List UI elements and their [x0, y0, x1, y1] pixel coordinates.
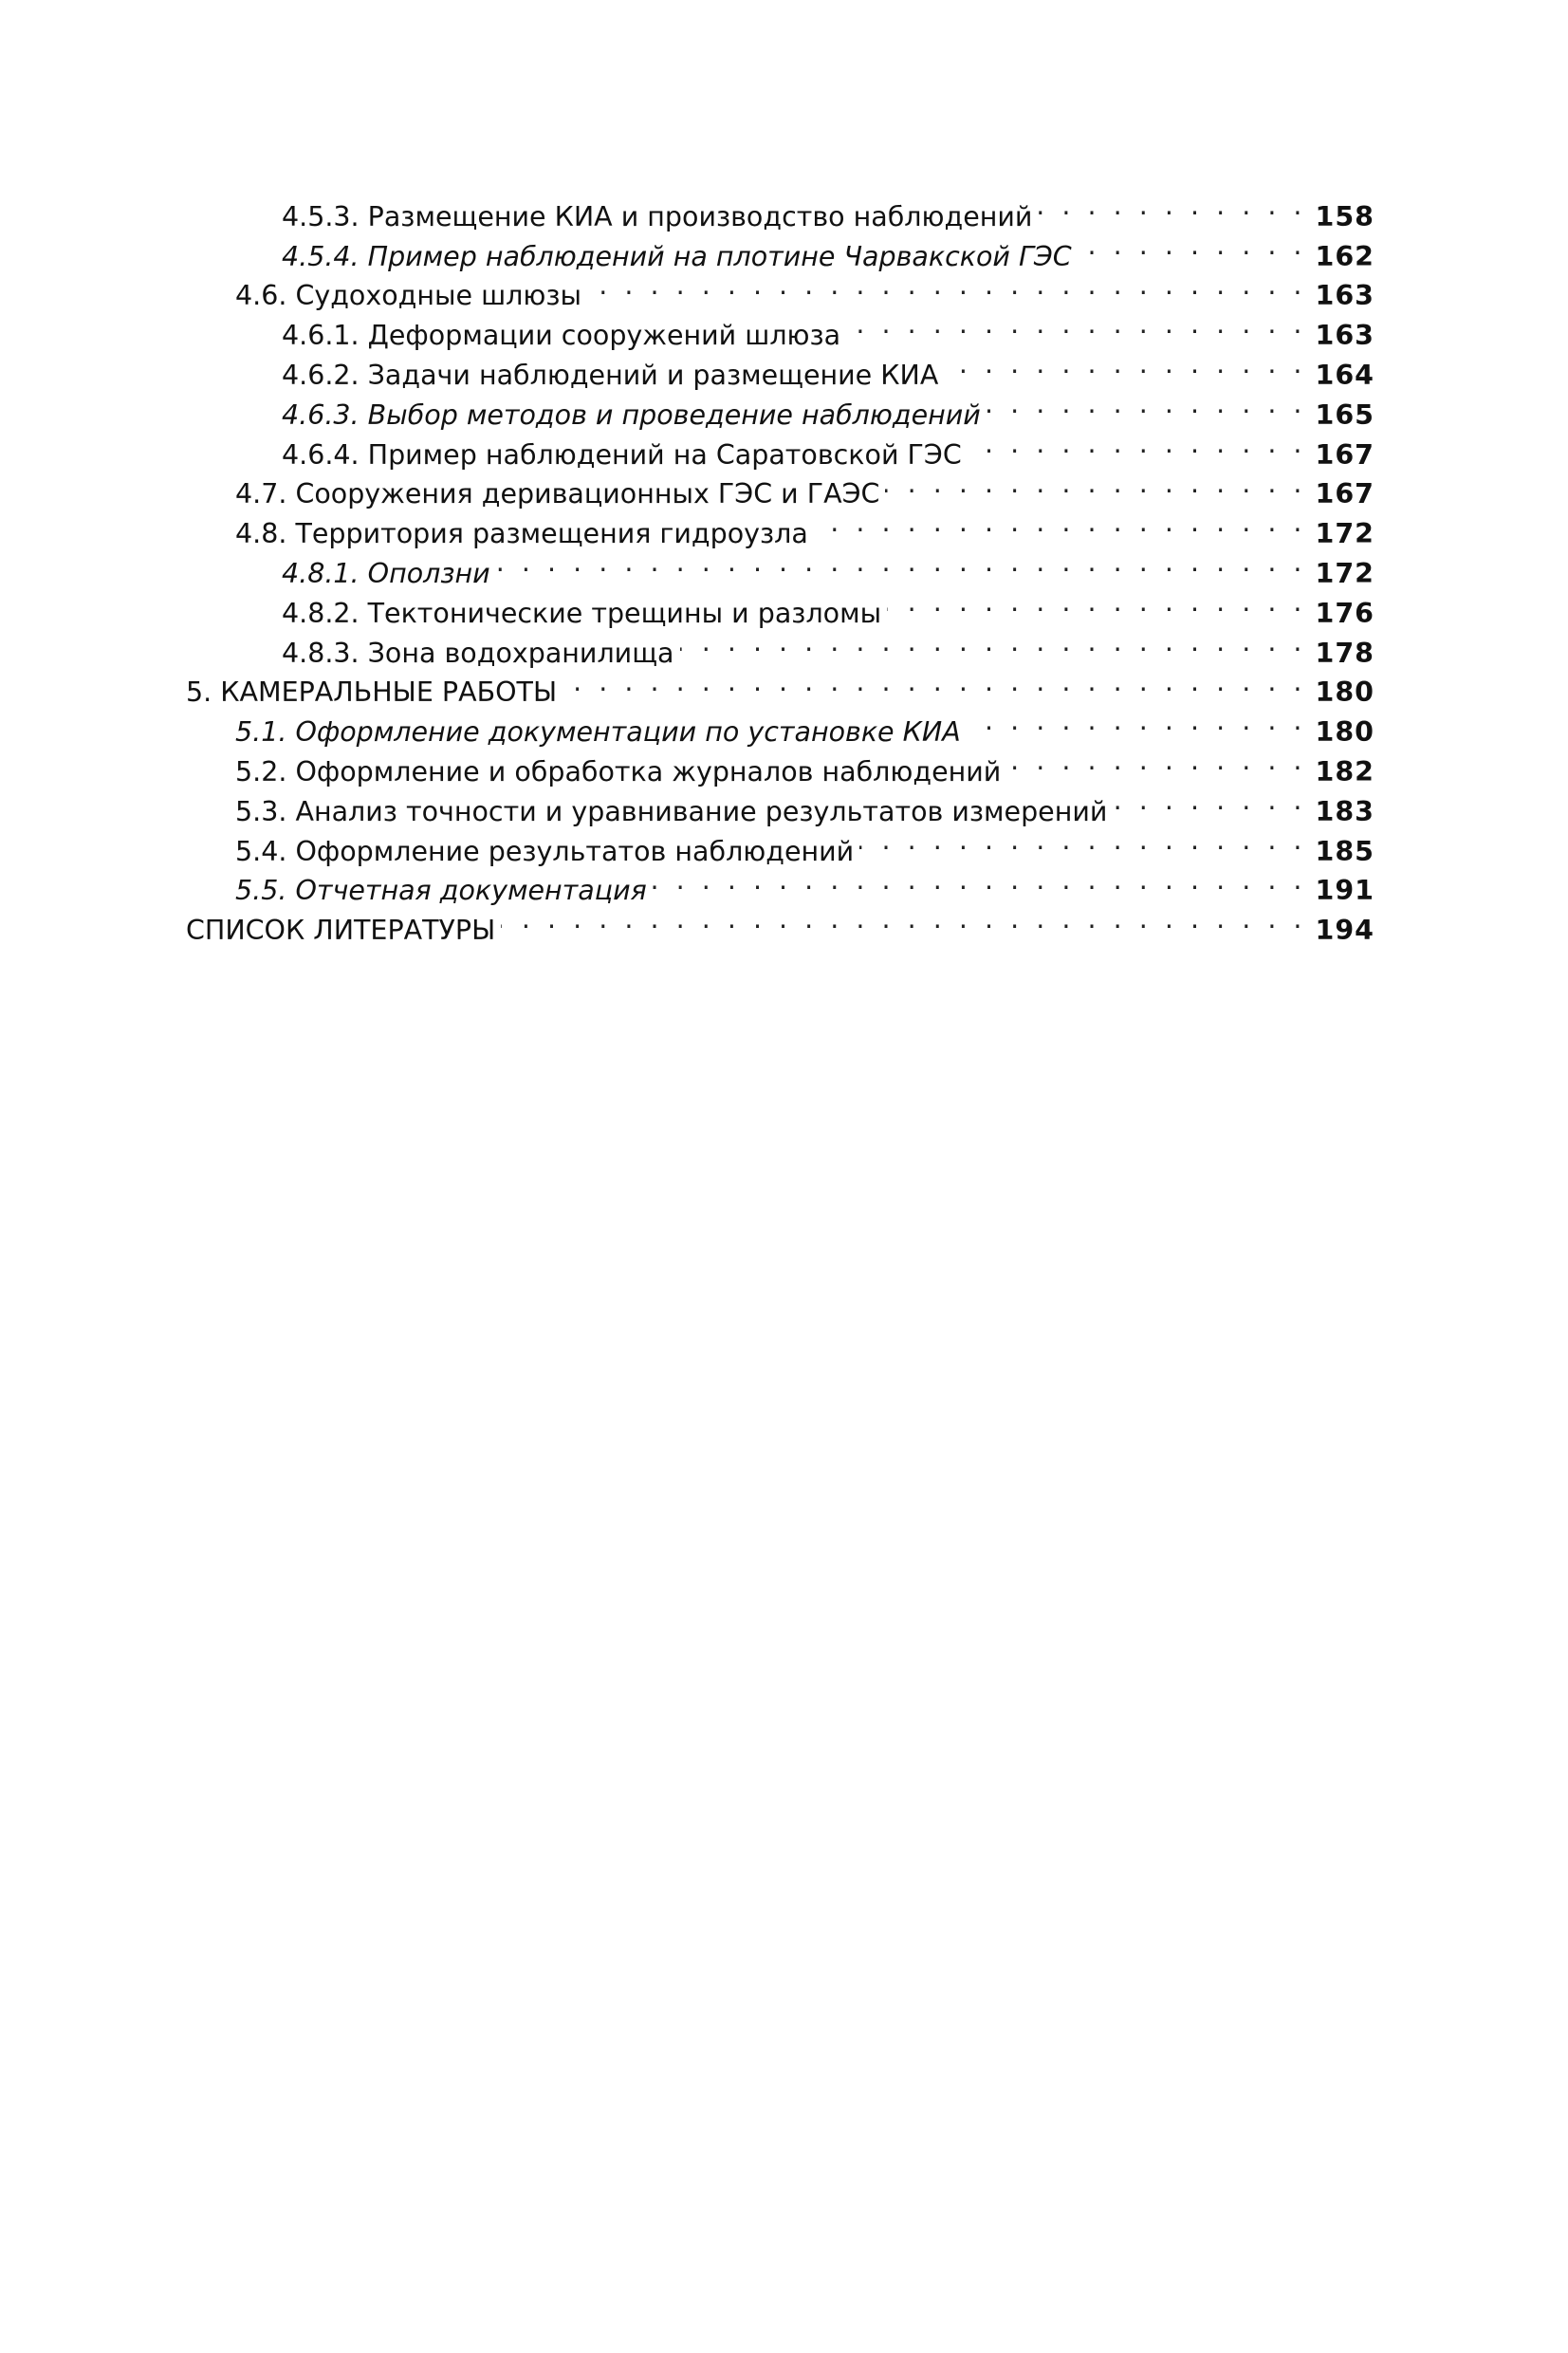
dot-leader — [846, 305, 1306, 344]
toc-entry-title: 5.2. Оформление и обработка журналов наблюдений — [235, 755, 1002, 787]
toc-entry-page-number: 172 — [1315, 557, 1374, 589]
dot-leader — [1038, 186, 1306, 226]
toc-entry-page-number: 165 — [1315, 398, 1374, 431]
toc-entry-title: СПИСОК ЛИТЕРАТУРЫ — [186, 915, 496, 947]
dot-leader — [887, 583, 1306, 622]
toc-entry-page-number: 178 — [1315, 637, 1374, 669]
toc-entry-page-number: 185 — [1315, 835, 1374, 867]
dot-leader — [814, 503, 1306, 543]
dot-leader — [944, 344, 1306, 384]
toc-entry-page-number: 183 — [1315, 795, 1374, 827]
dot-leader — [968, 424, 1306, 464]
dot-leader — [987, 384, 1306, 424]
toc-entry-title: 5.3. Анализ точности и уравнивание результатов измерений — [235, 795, 1108, 827]
toc-entry-page-number: 163 — [1315, 280, 1374, 312]
toc-entry-title: 4.6.1. Деформации сооружений шлюза — [282, 320, 841, 352]
toc-entry-title: 4.6. Судоходные шлюзы — [235, 280, 582, 312]
toc-entry-title: 5.1. Оформление документации по установке КИА — [235, 716, 961, 749]
dot-leader — [1006, 741, 1306, 781]
toc-entry-title: 4.8. Территория размещения гидроузла — [235, 518, 808, 550]
toc-entry-title: 4.5.4. Пример наблюдений на плотине Чарвакской ГЭС — [282, 240, 1072, 272]
toc-entry-title: 5.4. Оформление результатов наблюдений — [235, 835, 855, 867]
toc-entry-title: 5. КАМЕРАЛЬНЫЕ РАБОТЫ — [186, 676, 558, 709]
toc-entry-title: 4.6.2. Задачи наблюдений и размещение КИА — [282, 359, 939, 391]
toc-entry-page-number: 167 — [1315, 478, 1374, 510]
dot-leader — [967, 701, 1306, 741]
toc-entry-page-number: 191 — [1315, 875, 1374, 907]
toc-entry-page-number: 182 — [1315, 755, 1374, 787]
dot-leader — [653, 861, 1306, 900]
dot-leader — [680, 622, 1306, 662]
toc-entry-title: 4.5.3. Размещение КИА и производство наблюдений — [282, 200, 1033, 232]
toc-entry-page-number: 180 — [1315, 676, 1374, 709]
toc-entry-title: 4.7. Сооружения деривационных ГЭС и ГАЭС — [235, 478, 880, 510]
toc-entry-page-number: 180 — [1315, 716, 1374, 749]
toc-entry-title: 4.8.1. Оползни — [282, 557, 490, 589]
toc-entry-title: 4.6.3. Выбор методов и проведение наблюдений — [282, 398, 981, 431]
toc-entry-page-number: 158 — [1315, 200, 1374, 232]
dot-leader — [1113, 781, 1306, 821]
toc-entry-page-number: 164 — [1315, 359, 1374, 391]
dot-leader — [1078, 226, 1306, 266]
toc-entry-title: 4.6.4. Пример наблюдений на Саратовской ГЭС — [282, 438, 962, 471]
table-of-contents — [186, 186, 1374, 947]
toc-entry-page-number: 162 — [1315, 240, 1374, 272]
toc-entry-page-number: 172 — [1315, 518, 1374, 550]
toc-entry-title: 4.8.2. Тектонические трещины и разломы — [282, 597, 882, 629]
dot-leader — [587, 266, 1306, 306]
dot-leader — [885, 464, 1306, 504]
toc-entry-title: 5.5. Отчетная документация — [235, 875, 647, 907]
dot-leader — [501, 899, 1306, 939]
dot-leader — [859, 821, 1306, 861]
dot-leader — [563, 662, 1306, 702]
toc-entry-page-number: 176 — [1315, 597, 1374, 629]
toc-entry-page-number: 167 — [1315, 438, 1374, 471]
toc-entry-page-number: 194 — [1315, 915, 1374, 947]
toc-entry-page-number: 163 — [1315, 320, 1374, 352]
toc-entry-title: 4.8.3. Зона водохранилища — [282, 637, 674, 669]
dot-leader — [496, 543, 1306, 583]
toc-entry — [186, 186, 1374, 232]
